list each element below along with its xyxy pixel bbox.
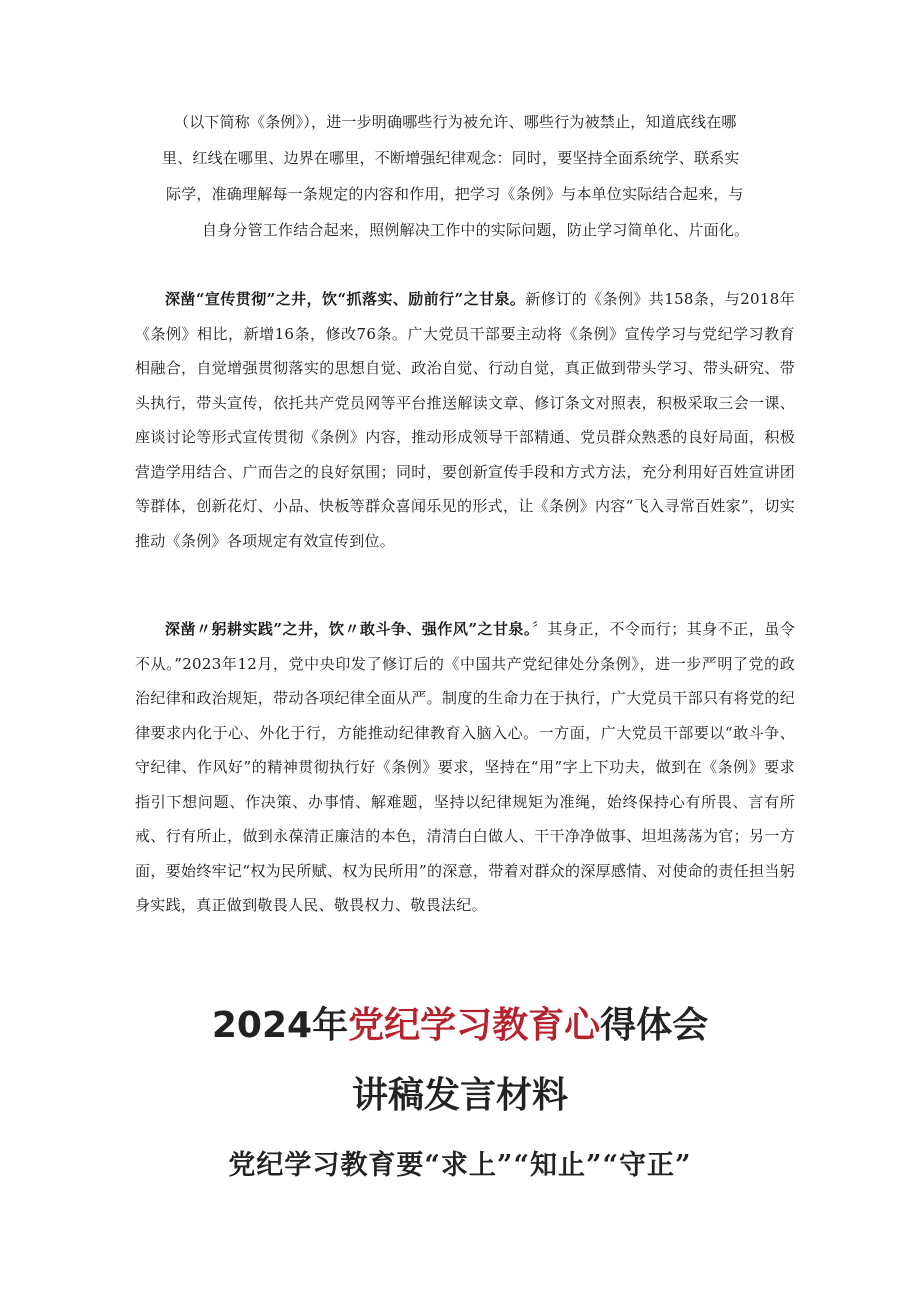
title-tail: 得体会 (600, 1005, 709, 1046)
paragraph-publicity (135, 282, 795, 558)
paragraph-lead: 深凿〃躬耕实践”之井，饮〃敢斗争、强作风”之甘泉。 (165, 620, 532, 638)
intro-line: 自身分管工作结合起来，照例解决工作中的实际问题，防止学习简单化、片面化。 (202, 221, 750, 239)
paragraph-lead: 深凿“宣传贯彻”之井，饮“抓落实、励前行”之甘泉。 (165, 290, 526, 308)
paragraph-body: 〞其身正，不令而行；其身不正，虽令不从。”2023年12月，党中央印发了修订后的《中国共产党纪律处分条例》，进一步严明了党的政治纪律和政治规矩，带动各项纪律全面从严。制度的生命力在于执行，广大党员干部只有将党的纪律要求内化于心、外化于行，方能推动纪律教育入脑入心。一方面，广大党员干部要以“敢斗争、守纪律、作风好”的精神贯彻执行好《条例》要求，坚持在“用”字上下功夫，做到在《条例》要求指引下想问题、作决策、办事情、解难题，坚持以纪律规矩为准绳，始终保持心有所畏、言有所戒、行有所止，做到永葆清正廉洁的本色，清清白白做人、干干净净做事、坦坦荡荡为官；另一方面，要始终牢记“权为民所赋、权为民所用”的深意，带着对群众的深厚感情、对使命的责任担当躬身实践，真正做到敬畏人民、敬畏权力、敬畏法纪。 (135, 620, 795, 914)
intro-line: （以下简称《条例》），进一步明确哪些行为被允许、哪些行为被禁止，知道底线在哪 (174, 113, 737, 131)
paragraph-practice (135, 612, 795, 923)
document-title-line-2: 讲稿发言材料 (351, 1075, 568, 1116)
document-title (0, 1004, 920, 1048)
intro-block (150, 104, 790, 248)
document-subtitle: 党纪学习教育要“求上”“知止”“守正” (228, 1150, 692, 1181)
paragraph-body: 新修订的《条例》共158条，与2018年《条例》相比，新增16条，修改76条。广大党员干部要主动将《条例》宣传学习与党纪学习教育相融合，自觉增强贯彻落实的思想自觉、政治自觉、行动自觉，真正做到带头学习、带头研究、带头执行，带头宣传，依托共产党员网等平台推送解读文章、修订条文对照表，积极采取三会一课、座谈讨论等形式宣传贯彻《条例》内容，推动形成领导干部精通、党员群众熟悉的良好局面，积极营造学用结合、广而告之的良好氛围；同时，要创新宣传手段和方式方法，充分利用好百姓宣讲团等群体，创新花灯、小品、快板等群众喜闻乐见的形式，让《条例》内容“飞入寻常百姓家”，切实推动《条例》各项规定有效宣传到位。 (135, 290, 796, 550)
intro-line: 里、红线在哪里、边界在哪里，不断增强纪律观念：同时，要坚持全面系统学、联系实 (162, 149, 740, 167)
title-accent: 党纪学习教育心 (348, 1005, 601, 1046)
intro-line: 际学，准确理解每一条规定的内容和作用，把学习《条例》与本单位实际结合起来，与 (166, 185, 744, 203)
title-year: 2024年 (211, 1005, 349, 1046)
